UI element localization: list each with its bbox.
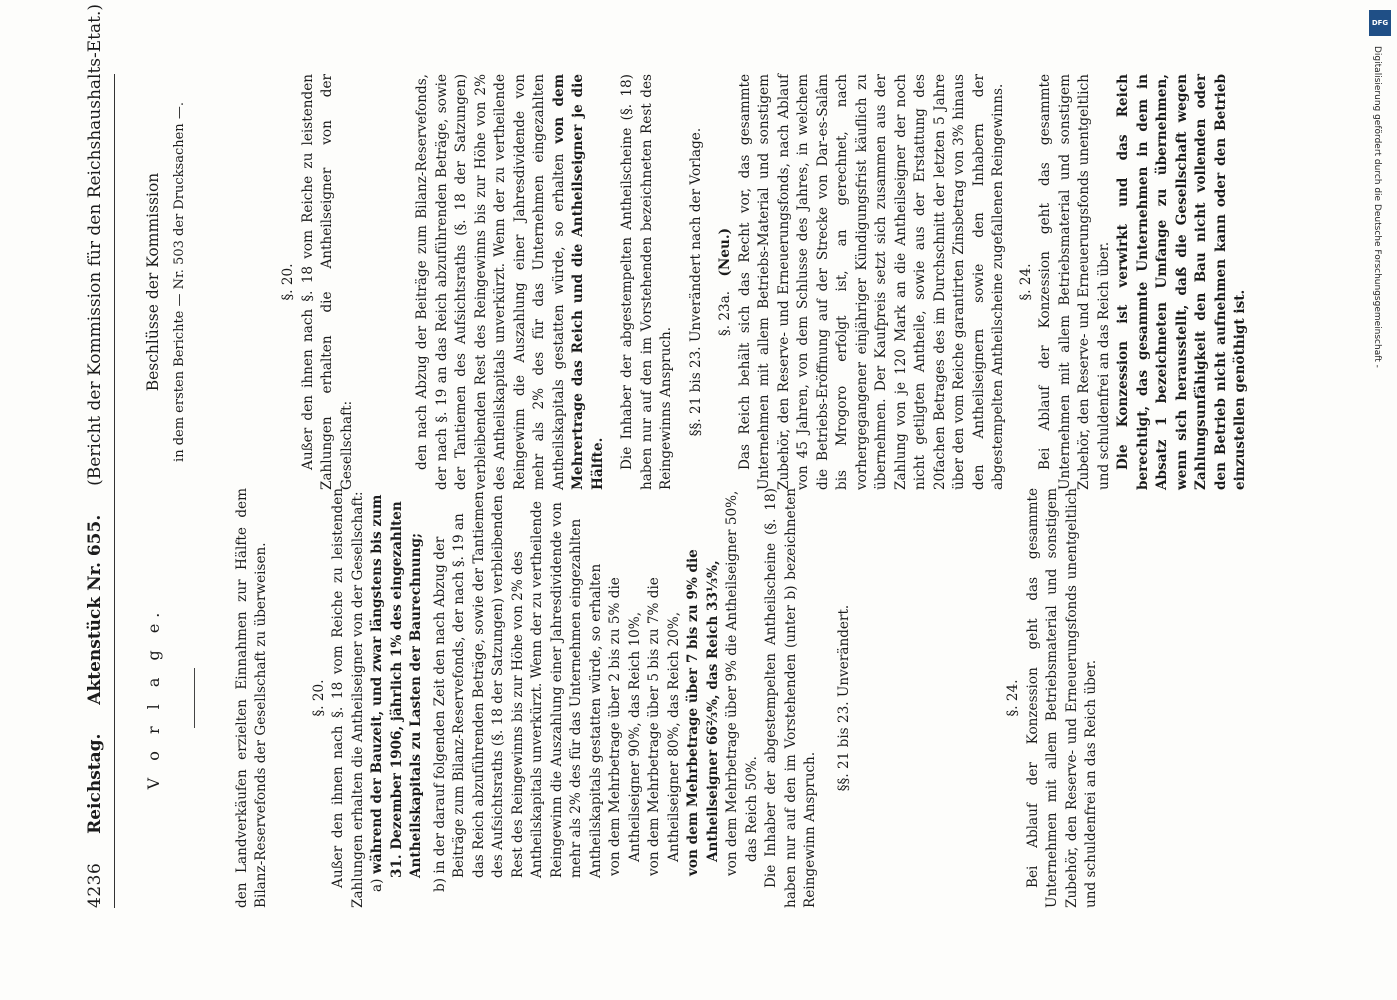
column-vorlage xyxy=(130,488,1102,908)
item-b-label: b) xyxy=(431,877,448,892)
beschluesse-inhaber-text xyxy=(618,74,677,490)
beschluesse-s23a-text: Das Reich behält sich das Recht vor, das gesammte Unternehmen mit allem Betriebs-Material und sonstigem Zubehör, den Reserve- und Erneuerungsfonds, nach Ablauf von 45 Jahren, von dem Schlusse des Jahres, in welchem die Betriebs-Eröffnung auf der Strecke von Dar-es-Salâm bis Mrogoro erfolgt ist, an gerechnet, nach vorhergegangener einjähriger Kündigungsfrist käuflich zu übernehmen. Der Kaufpreis setzt sich zusammen aus der Zahlung von je 120 Mark an die Antheilseigner der noch nicht getilgten Antheile, sowie aus der Erstattung des 20fachen Betrages des im Durchschnitt der letzten 5 Jahre über den vom Reiche garantirten Zinsbetrag von 3% hinaus den Antheilseignern sowie den Inhabern der abgestempelten Antheilscheine zugefallenen Reingewinns. xyxy=(736,74,1006,490)
reichstag-label: Reichstag. xyxy=(85,733,105,834)
s23a-new-badge: (Neu.) xyxy=(717,227,733,277)
vorlage-s24-title: §. 24. xyxy=(1005,679,1021,717)
beschluesse-s24-title: §. 24. xyxy=(1017,263,1034,301)
beschluesse-subheading: in dem ersten Berichte — Nr. 503 der Drucksachen —. xyxy=(171,102,187,462)
vorlage-b-item-4: von dem Mehrbetrage über 9% die Antheilseigner 50%, das Reich 50%. xyxy=(724,490,760,876)
column-beschluesse xyxy=(130,74,1251,490)
digitization-note: Digitalisierung gefördert durch die Deutsche Forschungsgemeinschaft - xyxy=(1372,46,1382,368)
dfg-logo: DFG xyxy=(1369,10,1391,36)
vorlage-heading: V o r l a g e. xyxy=(144,606,163,790)
vorlage-s21-23: §§. 21 bis 23. Unverändert. xyxy=(835,604,852,792)
vorlage-item-a xyxy=(368,488,427,908)
vorlage-inhaber-text: Die Inhaber der abgestempelten Antheilscheine (§. 18) haben nur auf den im Vorstehenden (unter b) bezeichneten Reingewinn Anspruch. xyxy=(763,488,818,908)
item-a-text: während der Bauzeit, und zwar längstens bis zum 31. Dezember 1906, jährlich 1% des eingezahlten Antheilskapitals zu Lasten der Baurechnung; xyxy=(369,494,424,878)
beschluesse-s24-text: Bei Ablauf der Konzession geht das gesammte Unternehmen mit allem Betriebsmaterial und sonstigem Zubehör, den Reserve- und Erneuerungsfonds unentgeltlich und schuldenfrei an das Reich über. xyxy=(1037,74,1112,490)
item-a-label: a) xyxy=(369,878,385,892)
beschluesse-b-bold: von dem Mehrertrage das Reich und die Antheilseigner je die Hälfte. xyxy=(550,73,606,490)
beschluesse-s23a-title xyxy=(716,74,736,490)
vorlage-rule xyxy=(194,668,195,728)
header-subtitle: (Bericht der Kommission für den Reichshaushalts-Etat.) xyxy=(85,3,105,486)
header-rule xyxy=(114,74,115,908)
vorlage-s20-text: Außer den ihnen nach §. 18 vom Reiche zu leistenden Zahlungen erhalten die Antheilseigner von der Gesellschaft: xyxy=(330,488,366,908)
beschluesse-s20-title: §. 20. xyxy=(280,263,296,301)
vorlage-s24-text: Bei Ablauf der Konzession geht das gesammte Unternehmen mit allem Betriebsmaterial und sonstigem Zubehör, den Reserve- und Erneuerungsfonds unentgeltlich und schuldenfrei an das Reich über. xyxy=(1024,488,1099,908)
page-header xyxy=(82,3,110,908)
beschluesse-s24-bold: Die Konzession ist verwirkt und das Reich berechtigt, das gesammte Unternehmen in dem in Absatz 1 bezeichneten Umfange zu übernehmen, wenn sich herausstellt, daß die Gesellschaft wegen Zahlungsunfähigkeit den Bau nicht vollenden oder den Betrieb nicht aufnehmen kann oder den Betrieb einzustellen genöthigt ist. xyxy=(1115,74,1248,490)
item-b-text: in der darauf folgenden Zeit den nach Abzug der Beiträge zum Bilanz-Reservefonds, der nach §. 19 an das Reich abzuführenden Beträge, sowie der Tantiemen des Aufsichtsraths (§. 18 der Satzungen) verbleibenden Rest des Reingewinns bis zur Höhe von 2% des Antheilskapitals unverkürzt. Wenn der zu vertheilende Reingewinn die Auszahlung einer Jahresdividende von mehr als 2% des für das Unternehmen eingezahlten Antheilskapitals gestatten würde, so erhalten xyxy=(431,491,604,878)
vorlage-b-item-2: von dem Mehrbetrage über 5 bis zu 7% die Antheilseigner 80%, das Reich 20%, xyxy=(646,577,682,876)
aktenstueck-label: Aktenstück Nr. 655. xyxy=(85,514,105,705)
beschluesse-inhaber-body: Die Inhaber der abgestempelten Antheilscheine (§. 18) haben nur auf den im Vorstehenden bezeichneten Rest des Reingewinns Anspruch. xyxy=(619,74,674,490)
vorlage-intro: den Landverkäufen erzielten Einnahmen zur Hälfte dem Bilanz-Reservefonds der Gesellschaft zu überweisen. xyxy=(233,488,269,908)
vorlage-b-item-3: von dem Mehrbetrage über 7 bis zu 9% die Antheilseigner 66⅔%, das Reich 33⅓%, xyxy=(685,549,721,876)
beschluesse-heading: Beschlüsse der Kommission xyxy=(144,172,162,392)
vorlage-item-b xyxy=(431,488,607,908)
beschluesse-s20-text: Außer den ihnen nach §. 18 vom Reiche zu leistenden Zahlungen erhalten die Antheilseigner von der Gesellschaft: xyxy=(299,74,355,490)
beschluesse-s21-23: §§. 21 bis 23. Unverändert nach der Vorlage. xyxy=(687,127,704,437)
beschluesse-b-text xyxy=(413,74,608,490)
page-number: 4236 xyxy=(85,862,105,908)
vorlage-b-item-1: von dem Mehrbetrage über 2 bis zu 5% die Antheilseigner 90%, das Reich 10%, xyxy=(607,577,643,876)
beschluesse-b-body: den nach Abzug der Beiträge zum Bilanz-Reservefonds, der nach §. 19 an das Reich abzuführenden Beträge, sowie der Tantiemen des Aufsichtsraths (§. 18 der Satzungen) verbleibenden Rest des Reingewinns bis zur Höhe von 2% des Antheilskapitals unverkürzt. Wenn der zu vertheilende Reingewinn die Auszahlung einer Jahresdividende von mehr als 2% des für das Unternehmen eingezahlten Antheilskapitals gestatten würde, so erhalten xyxy=(414,74,567,490)
vorlage-s20-title: §. 20. xyxy=(310,679,327,717)
s23a-label: §. 23a. xyxy=(717,290,733,337)
